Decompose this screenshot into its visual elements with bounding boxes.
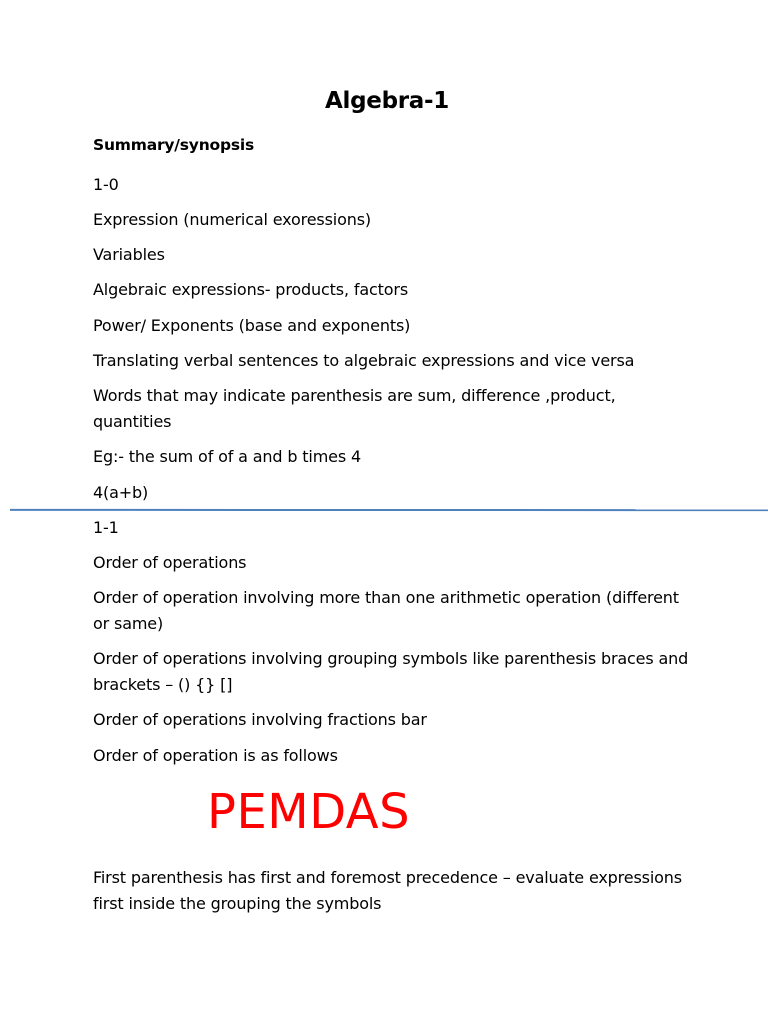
section-number: 1-1 <box>93 518 119 537</box>
text-paragraph: Words that may indicate parenthesis are sum, difference ,product, quantities <box>93 386 616 431</box>
text-line: Translating verbal sentences to algebraic expressions and vice versa <box>93 351 635 370</box>
text-paragraph: Order of operations involving grouping symbols like parenthesis braces and brackets – () {} [] <box>93 649 689 694</box>
text-paragraph: Order of operation involving more than one arithmetic operation (different or same) <box>93 588 679 633</box>
formula-line: 4(a+b) <box>93 483 149 502</box>
closing-paragraph: First parenthesis has first and foremost precedence – evaluate expressions first inside the grouping the symbols <box>93 868 682 913</box>
pemdas-heading: PEMDAS <box>207 784 411 840</box>
text-line: Order of operation is as follows <box>93 746 338 765</box>
section-divider <box>10 509 768 511</box>
section-subtitle: Summary/synopsis <box>93 136 255 154</box>
text-line: Eg:- the sum of of a and b times 4 <box>93 447 361 466</box>
page-title: Algebra-1 <box>325 88 449 114</box>
section-number: 1-0 <box>93 175 119 194</box>
text-line: Variables <box>93 245 165 264</box>
text-line: Order of operations <box>93 553 247 572</box>
text-line: Power/ Exponents (base and exponents) <box>93 316 411 335</box>
text-line: Expression (numerical exoressions) <box>93 210 371 229</box>
text-line: Algebraic expressions- products, factors <box>93 280 409 299</box>
text-line: Order of operations involving fractions bar <box>93 710 427 729</box>
